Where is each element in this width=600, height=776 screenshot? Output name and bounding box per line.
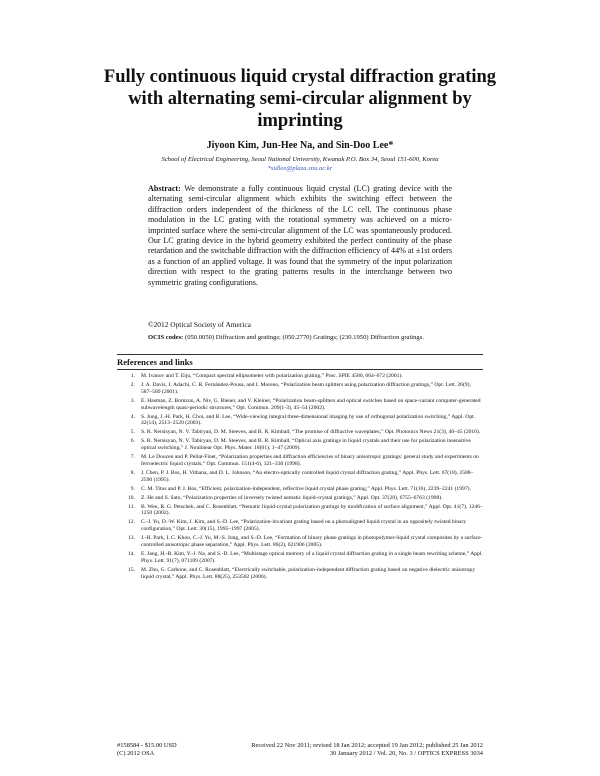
references-heading: References and links <box>117 357 193 367</box>
affiliation <box>80 155 520 173</box>
abstract-text: We demonstrate a fully continuous liquid crystal (LC) grating device with the alternating semi-circular alignment which exhibits the switching effect between the diffraction orders independent of the thickness of the LC cell. The continuous phase modulation in the LC grating with the rotational symmetry was achieved on a micro-imprinted surface where the semi-circular alignment of the LC was spontaneously produced. Our LC grating device in the hybrid geometry exhibited the perfect continuity of the phase retardation and the switchable diffraction with the diffraction efficiency of 44% at ±1st orders as a function of an applied voltage. It was found that the symmetry of the input polarization direction with respect to the grating patterns results in the interchange between two symmetric grating configurations. <box>148 184 452 287</box>
reference-item <box>117 551 483 565</box>
abstract <box>148 184 452 288</box>
author-list: Jiyoon Kim, Jun-Hee Na, and Sin-Doo Lee* <box>206 140 394 151</box>
reference-text: C. M. Titus and P. J. Bos, “Efficient, polarization-independent, reflective liquid crystal phase grating,” Appl. Phys. Lett. 71(16), 2239–2241 (1997). <box>141 485 471 492</box>
reference-number: 9. <box>130 485 135 492</box>
reference-item <box>117 504 483 518</box>
references-heading-rule <box>117 369 483 370</box>
reference-number: 4. <box>130 413 135 420</box>
reference-text: E. Hasman, Z. Bomzon, A. Niv, G. Biener, and V. Kleiner, “Polarization beam-splitters and optical switches based on space-variant computer-generated subwavelength quasi-periodic structures,” Opt. Commun. 209(1-3), 45–54 (2002). <box>141 397 481 411</box>
reference-item <box>117 486 483 493</box>
reference-text: M. Zhu, G. Carbone, and C. Rosenblatt, “Electrically switchable, polarization-independent diffraction grating based on negative dielectric anisotropy liquid crystal,” Appl. Phys. Lett. 88(25), 253502 (2006). <box>141 566 476 580</box>
reference-item <box>117 567 483 581</box>
reference-number: 8. <box>130 469 135 476</box>
abstract-label: Abstract: <box>148 184 181 193</box>
reference-number: 1. <box>130 373 135 379</box>
footer-doc-id: #158584 - $15.00 USD <box>117 742 177 749</box>
reference-item <box>117 414 483 428</box>
ocis-text: (050.0050) Diffraction and gratings; (050.2770) Gratings; (230.1950) Diffraction gratings. <box>185 334 424 341</box>
reference-text: B. Wen, R. G. Petschek, and C. Rosenblatt, “Nematic liquid-crystal polarization gratings by modification of surface alignment,” Appl. Opt. 41(7), 1246–1250 (2002). <box>141 503 483 517</box>
corresponding-email-link[interactable]: *sidlee@plaza.snu.ac.kr <box>267 165 333 172</box>
reference-text: S. Jung, J.-H. Park, H. Choi, and B. Lee, “Wide-viewing integral three-dimensional imaging by use of orthogonal polarization switching,” Appl. Opt. 42(14), 2513–2520 (2003). <box>141 413 476 427</box>
references-top-rule <box>117 354 483 355</box>
reference-number: 3. <box>130 397 135 404</box>
reference-text: S. R. Nersisyan, N. V. Tabiryan, D. M. Steeves, and B. R. Kimball, “Optical axis gratings in liquid crystals and their use for polarization insensitive optical switching,” J. Nonlinear Opt. Phys. Mater. 18(01), 1–47 (2009). <box>141 438 471 452</box>
reference-text: J.-H. Park, I. C. Khoo, C.-J. Yu, M.-S. Jung, and S.-D. Lee, “Formation of binary phase gratings in photopolymer-liquid crystal composites by a surface-controlled anisotropic phase separation,” Appl. Phys. Lett. 86(2), 021906 (2005). <box>141 535 483 549</box>
ocis-codes <box>148 334 452 343</box>
reference-text: J. A. Davis, J. Adachi, C. R. Fernández-Pousa, and I. Moreno, “Polarization beam splitters using polarization diffraction gratings,” Opt. Lett. 26(9), 587–589 (2001). <box>141 381 471 395</box>
page-footer <box>117 742 483 759</box>
reference-text: J. Chen, P. J. Bos, H. Vithana, and D. L. Johnson, “An electro-optically controlled liquid crystal diffraction grating,” Appl. Phys. Lett. 67(18), 2588–2590 (1995). <box>141 469 474 483</box>
reference-number: 14. <box>128 550 135 557</box>
reference-item <box>117 535 483 549</box>
reference-text: M. Le Doucen and P. Pellat-Finet, “Polarization properties and diffraction efficiencies of binary anisotropic gratings: general study and experiments on ferroelectric liquid crystals,” Opt. Commun. 151(4-6), 321–330 (1998). <box>141 454 479 467</box>
reference-item <box>117 429 483 436</box>
reference-item <box>117 470 483 484</box>
footer-journal: 30 January 2012 / Vol. 20, No. 3 / OPTICS EXPRESS 3034 <box>329 750 483 758</box>
reference-item <box>117 495 483 502</box>
reference-number: 10. <box>128 494 135 501</box>
reference-item <box>117 398 483 412</box>
reference-number: 15. <box>128 566 135 573</box>
reference-item <box>117 438 483 452</box>
reference-number: 5. <box>130 429 135 436</box>
reference-number: 6. <box>130 438 135 445</box>
reference-list <box>117 373 483 583</box>
paper-title: Fully continuous liquid crystal diffraction grating with alternating semi-circular alignment by imprinting <box>103 67 497 131</box>
reference-number: 2. <box>130 381 135 388</box>
reference-number: 7. <box>130 454 135 461</box>
reference-text: M. Ivanov and T. Eiju, “Compact spectral ellipsometer with polarization grating,” Proc. SPIE 4580, 664–672 (2001). <box>141 373 403 379</box>
footer-received: Received 22 Nov 2011; revised 18 Jan 2012; accepted 19 Jan 2012; published 25 Jan 2012 <box>251 742 483 749</box>
reference-text: S. R. Nersisyan, N. V. Tabiryan, D. M. Steeves, and B. R. Kimball, “The promise of diffractive waveplates,” Opt. Photonics News 21(3), 40–45 (2010). <box>141 429 481 436</box>
reference-text: E. Jang, H.-R. Kim, Y.-J. Na, and S.-D. Lee, “Multistage optical memory of a liquid crystal diffraction grating in a single beam rewriting scheme,” Appl. Phys. Lett. 91(7), 071109 (2007). <box>141 550 483 564</box>
copyright-line: ©2012 Optical Society of America <box>148 320 251 329</box>
affiliation-text: School of Electrical Engineering, Seoul National University, Kwanak P.O. Box 34, Seoul 151-600, Korea <box>161 156 439 163</box>
reference-item <box>117 519 483 533</box>
reference-item <box>117 454 483 468</box>
footer-osa: (C) 2012 OSA <box>117 750 155 758</box>
reference-text: Z. He and S. Sato, “Polarization properties of inversely twisted nematic liquid-crystal gratings,” Appl. Opt. 37(28), 6755–6763 (1998). <box>141 494 443 501</box>
ocis-label: OCIS codes: <box>148 334 184 341</box>
reference-number: 12. <box>128 519 135 526</box>
reference-number: 11. <box>128 503 135 510</box>
reference-item <box>117 373 483 380</box>
reference-text: C.-J. Yu, D.-W. Kim, J. Kim, and S.-D. Lee, “Polarization-invariant grating based on a photoaligned liquid crystal in an oppositely twisted binary configuration,” Opt. Lett. 30(15), 1995–1997 (2005). <box>141 519 467 533</box>
reference-item <box>117 382 483 396</box>
reference-number: 13. <box>128 535 135 542</box>
